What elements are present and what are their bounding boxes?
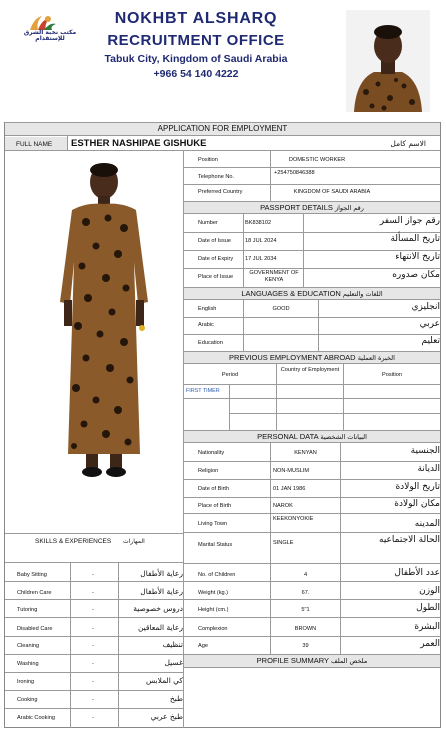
nationality-label: Nationality [198, 450, 225, 456]
weight-label: Weight (kg.) [198, 590, 229, 596]
passport-place-value: GOVERNMENT OF KENYA [249, 270, 299, 283]
passport-issue-label: Date of Issue [198, 238, 231, 244]
company-location: Tabuk City, Kingdom of Saudi Arabia [104, 53, 288, 65]
english-label: English [198, 306, 217, 312]
skill-washing-value: - [92, 661, 94, 667]
passport-expiry-label: Date of Expiry [198, 256, 234, 262]
applicant-full-body-photo [56, 162, 152, 480]
skill-washing-arabic: غسيل [164, 658, 183, 667]
previous-employment-heading [184, 351, 440, 364]
passport-heading-text: PASSPORT DETAILS [260, 203, 333, 212]
skill-ironing-value: - [92, 679, 94, 685]
height-label: Height (cm.) [198, 607, 229, 613]
telephone-value: +254750846388 [274, 170, 315, 176]
dob-label: Date of Birth [198, 486, 230, 492]
skill-children-care-arabic: رعاية الأطفال [140, 587, 183, 596]
age-arabic: العمر [420, 639, 440, 649]
applicant-headshot [346, 10, 430, 112]
previous-employment-heading-arabic: الخبرة العملية [357, 354, 395, 362]
nationality-arabic: الجنسية [410, 446, 440, 456]
skill-arabic-cooking-label: Arabic Cooking [17, 715, 55, 721]
position-label: Position [198, 157, 218, 163]
full-name-arabic: الاسم كامل [390, 139, 426, 148]
dob-arabic: تاريخ الولادة [395, 482, 440, 492]
preferred-country-value: KINGDOM OF SAUDI ARABIA [293, 189, 371, 195]
skill-tutoring-value: - [92, 607, 94, 613]
passport-place-label: Place of Issue [198, 274, 234, 280]
telephone-label: Telephone No. [198, 174, 235, 180]
passport-heading-arabic: رقم الجواز [334, 204, 364, 212]
children-label: No. of Children [198, 572, 236, 578]
living-town-arabic: المدينه [414, 519, 440, 529]
skill-baby-sitting-value: - [92, 572, 94, 578]
arabic-label: Arabic [198, 322, 214, 328]
nationality-value: KENYAN [294, 450, 317, 456]
company-subtitle: RECRUITMENT OFFICE [107, 32, 285, 49]
period-column-header: Period [221, 372, 239, 378]
logo-text-line2: للإستقدام [35, 35, 65, 42]
company-name: NOKHBT ALSHARQ [114, 10, 278, 27]
logo-text-line1: مكتب نخبة الشرق [23, 29, 77, 36]
first-timer-note: FIRST TIMER [186, 388, 220, 394]
skill-arabic-cooking-arabic: طبخ عربي [150, 712, 183, 721]
age-label: Age [198, 643, 208, 649]
skill-cleaning-label: Cleaning [17, 643, 40, 649]
full-name-value: ESTHER NASHIPAE GISHUKE [71, 138, 207, 149]
full-name-label: FULL NAME [16, 141, 53, 148]
skills-heading-text: SKILLS & EXPERIENCES [35, 538, 112, 545]
marital-status-arabic: الحالة الاجتماعيه [379, 535, 440, 545]
skills-heading-arabic: المهارات [123, 538, 145, 545]
passport-issue-arabic: تاريخ المسألة [390, 234, 440, 244]
religion-value: NON-MUSLIM [273, 468, 310, 474]
passport-place-arabic: مكان صدوره [392, 270, 440, 280]
english-value: GOOD [272, 306, 290, 312]
marital-status-label: Marital Status [198, 542, 233, 548]
skill-children-care-value: - [92, 590, 94, 596]
profile-summary-heading-text: PROFILE SUMMARY [256, 656, 329, 665]
religion-arabic: الديانة [417, 464, 440, 474]
education-arabic: تعليم [421, 336, 440, 346]
weight-arabic: الوزن [419, 586, 440, 596]
skill-arabic-cooking-value: - [92, 715, 94, 721]
personal-data-heading-text: PERSONAL DATA [257, 432, 319, 441]
skill-cooking-label: Cooking [17, 697, 38, 703]
profile-summary-heading [184, 654, 440, 668]
passport-expiry-arabic: تاريخ الانتهاء [395, 252, 440, 262]
position-value: DOMESTIC WORKER [288, 157, 346, 163]
children-value: 4 [303, 572, 308, 578]
complexion-label: Complexion [198, 626, 228, 632]
skill-baby-sitting-arabic: رعاية الأطفال [140, 569, 183, 578]
skill-washing-label: Washing [17, 661, 39, 667]
complexion-arabic: البشرة [414, 622, 440, 632]
skill-tutoring-label: Tutoring [17, 607, 38, 613]
skill-baby-sitting-label: Baby Sitting [17, 572, 47, 578]
skill-ironing-arabic: كي الملابس [145, 676, 183, 685]
application-heading: APPLICATION FOR EMPLOYMENT [5, 122, 440, 136]
marital-status-value: SINGLE [273, 540, 294, 546]
passport-issue-value: 18 JUL 2024 [245, 238, 277, 244]
children-arabic: عدد الأطفال [394, 568, 440, 578]
skill-cleaning-arabic: تنظيف [162, 640, 183, 649]
position-column-header: Position [382, 372, 402, 378]
previous-employment-heading-text: PREVIOUS EMPLOYMENT ABROAD [229, 353, 356, 362]
skill-disabled-care-arabic: رعاية المعاقين [137, 623, 183, 632]
height-arabic: الطول [416, 603, 440, 613]
company-phone: +966 54 140 4222 [153, 68, 239, 80]
company-logo [23, 10, 77, 42]
skill-cooking-value: - [92, 697, 94, 703]
preferred-country-label: Preferred Country [198, 189, 243, 195]
skill-ironing-label: Ironing [17, 679, 35, 685]
skill-cooking-arabic: طبخ [169, 694, 183, 703]
languages-heading-arabic: اللغات والتعليم [342, 290, 383, 298]
personal-data-heading [184, 430, 440, 443]
education-label: Education [198, 340, 223, 346]
languages-heading-text: LANGUAGES & EDUCATION [241, 289, 341, 298]
skill-cleaning-value: - [92, 643, 94, 649]
age-value: 39 [302, 643, 309, 649]
passport-number-label: Number [198, 220, 218, 226]
dob-value: 01 JAN 1986 [273, 486, 306, 492]
english-arabic: انجليزي [411, 302, 440, 312]
religion-label: Religion [198, 468, 219, 474]
living-town-value: KEEKONYOKIE [273, 516, 314, 522]
profile-summary-heading-arabic: ملخص الملف [331, 657, 368, 665]
passport-heading [184, 201, 440, 214]
pob-value: NAROK [273, 503, 293, 509]
living-town-label: Living Town [198, 521, 228, 527]
skill-tutoring-arabic: دروس خصوصية [133, 604, 183, 613]
country-column-header: Country of Employment [280, 367, 340, 373]
personal-data-heading-arabic: البيانات الشخصية [320, 433, 367, 441]
passport-expiry-value: 17 JUL 2034 [245, 256, 277, 262]
weight-value: 67. [301, 590, 310, 596]
skill-disabled-care-label: Disabled Care [17, 626, 53, 632]
languages-heading [184, 287, 440, 300]
pob-arabic: مكان الولادة [394, 499, 440, 509]
pob-label: Place of Birth [198, 503, 232, 509]
skills-heading [5, 533, 183, 563]
passport-number-value: BK838102 [245, 220, 272, 226]
height-value: 5"1 [301, 607, 310, 613]
complexion-value: BROWN [294, 626, 317, 632]
skill-disabled-care-value: - [92, 626, 94, 632]
skill-children-care-label: Children Care [17, 590, 52, 596]
arabic-arabic: عربي [419, 319, 440, 329]
passport-number-arabic: رقم جواز السفر [379, 216, 440, 226]
